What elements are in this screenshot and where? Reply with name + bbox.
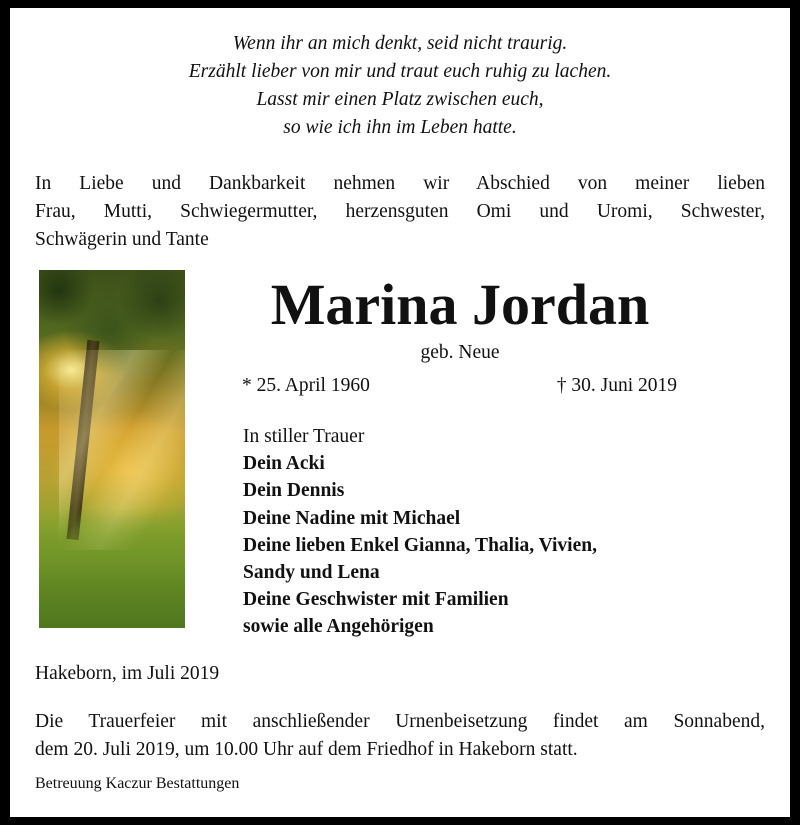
intro-line: Frau, Mutti, Schwiegermutter, herzensguten Omi und Uromi, Schwester, bbox=[35, 201, 765, 222]
mourner-line: Deine Nadine mit Michael bbox=[243, 507, 461, 529]
mourner-line: Dein Dennis bbox=[243, 480, 345, 502]
mourners-heading: In stiller Trauer bbox=[243, 426, 365, 447]
funeral-home: Betreuung Kaczur Bestattungen bbox=[35, 775, 240, 792]
grass bbox=[39, 508, 185, 628]
birth-name: geb. Neue bbox=[420, 342, 500, 363]
ceremony-info bbox=[35, 708, 765, 764]
deceased-name: Marina Jordan bbox=[270, 272, 650, 337]
place-date: Hakeborn, im Juli 2019 bbox=[35, 663, 220, 684]
death-date: † 30. Juni 2019 bbox=[556, 375, 677, 396]
sunlit-tree-image bbox=[39, 270, 185, 628]
poem-line: so wie ich ihn im Leben hatte. bbox=[283, 117, 517, 138]
poem-line: Erzählt lieber von mir und traut euch ruhig zu lachen. bbox=[188, 61, 612, 82]
poem-line: Lasst mir einen Platz zwischen euch, bbox=[256, 89, 544, 110]
mourners-list bbox=[243, 423, 743, 641]
intro-line: In Liebe und Dankbarkeit nehmen wir Abschied von meiner lieben bbox=[35, 173, 765, 194]
mourner-line: Deine lieben Enkel Gianna, Thalia, Vivien, bbox=[243, 534, 597, 556]
mourner-line: sowie alle Angehörigen bbox=[243, 616, 434, 638]
ceremony-line: dem 20. Juli 2019, um 10.00 Uhr auf dem Friedhof in Hakeborn statt. bbox=[35, 739, 578, 760]
birth-date: * 25. April 1960 bbox=[242, 375, 370, 396]
mourner-line: Sandy und Lena bbox=[243, 562, 380, 584]
intro-text bbox=[35, 170, 765, 254]
poem bbox=[30, 30, 770, 142]
intro-line: Schwägerin und Tante bbox=[35, 229, 209, 250]
mourner-line: Deine Geschwister mit Familien bbox=[243, 589, 509, 611]
mourner-line: Dein Acki bbox=[243, 453, 325, 475]
ceremony-line: Die Trauerfeier mit anschließender Urnenbeisetzung findet am Sonnabend, bbox=[35, 711, 765, 732]
poem-line: Wenn ihr an mich denkt, seid nicht traurig. bbox=[232, 33, 568, 54]
